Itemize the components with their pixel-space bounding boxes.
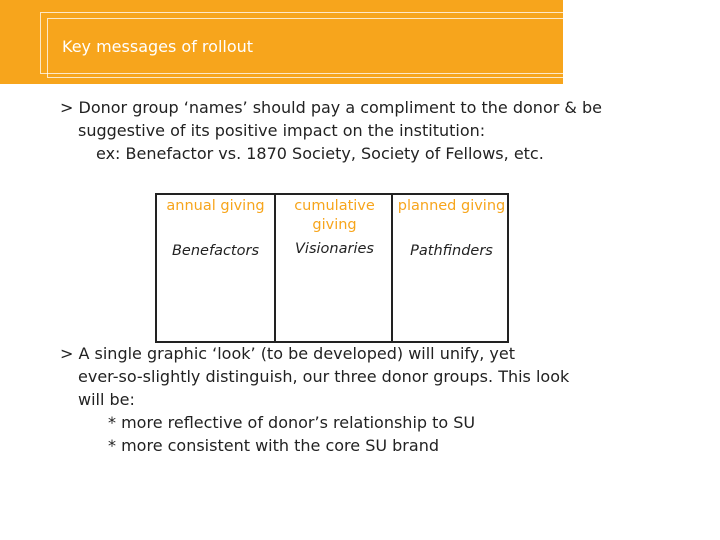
bullet-line: * more reflective of donor’s relationship to SU [108,413,476,432]
message-line: suggestive of its positive impact on the institution: [78,121,486,140]
group-name-pathfinders: Pathfinders [410,243,493,259]
message-line: > A single graphic ‘look’ (to be developed) will unify, yet [60,344,516,363]
graphic-look-message [60,342,569,457]
message-line: > Donor group ‘names’ should pay a compliment to the donor & be [60,98,602,117]
donor-groups-table [155,193,509,343]
group-name-benefactors: Benefactors [171,243,259,259]
donor-names-message [60,96,602,165]
example-line: ex: Benefactor vs. 1870 Society, Society of Fellows, etc. [96,144,544,163]
slide-title: Key messages of rollout [62,37,254,56]
group-name-visionaries: Visionaries [295,241,374,257]
message-line: will be: [78,390,135,409]
header-cumulative-giving: cumulative giving [294,198,375,233]
header-planned-giving: planned giving [397,198,506,214]
message-line: ever-so-slightly distinguish, our three donor groups. This look [78,367,570,386]
header-annual-giving: annual giving [166,198,265,214]
bullet-line: * more consistent with the core SU brand [108,436,439,455]
